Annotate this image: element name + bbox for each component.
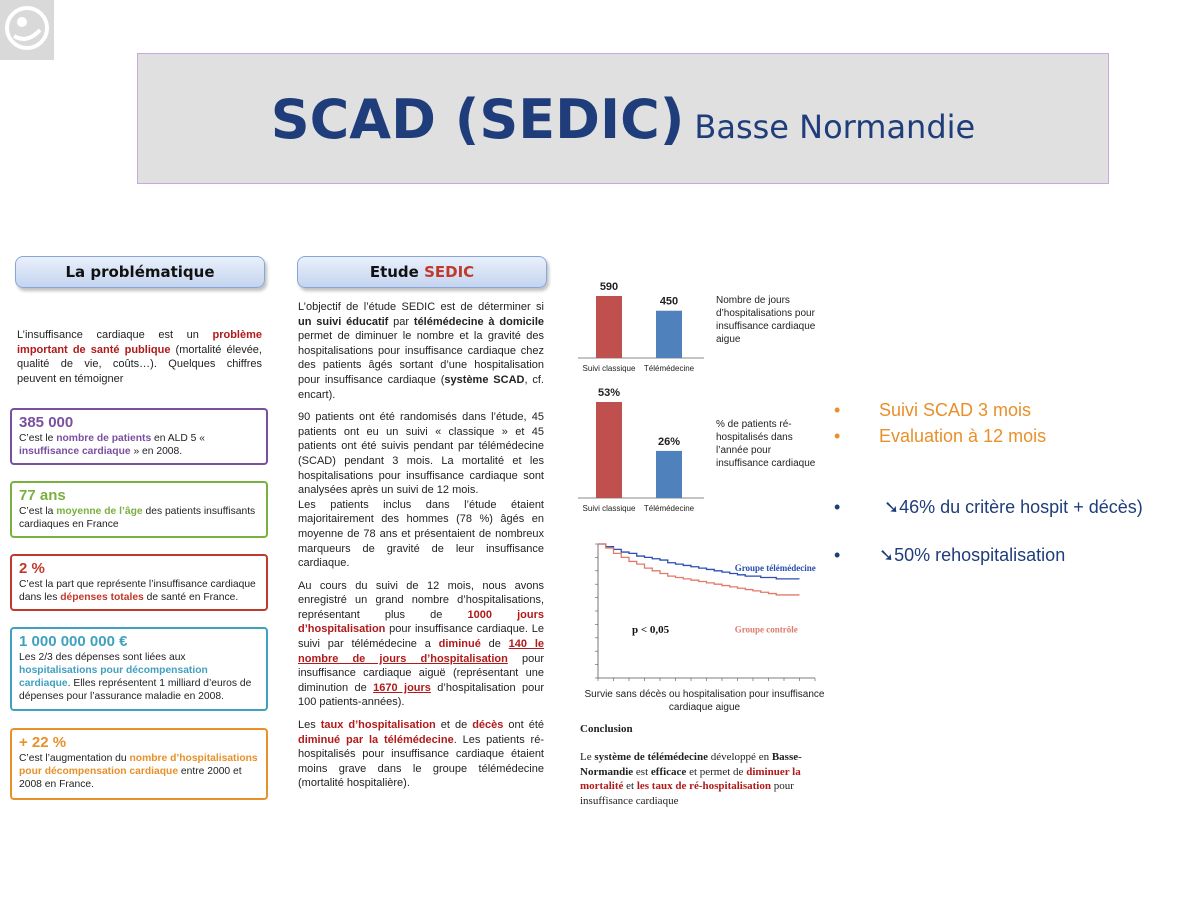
bar-chart-hospital-days xyxy=(576,272,706,380)
p-value-annotation: p < 0,05 xyxy=(632,624,670,636)
bullet-dot-icon: • xyxy=(834,497,841,517)
page-title xyxy=(138,54,1108,193)
conclusion-heading: Conclusion xyxy=(580,723,633,735)
stat-value: 1 000 000 000 € xyxy=(19,633,128,650)
title-main: SCAD (SEDIC) xyxy=(270,88,685,151)
series-label: Groupe télémédecine xyxy=(734,562,816,573)
paragraph-method: 90 patients ont été randomisés dans l’étude, 45 patients ont eu un suivi « classique » et 45 patients ont été suivis pendant par télémédecine (SCAD) pendant 3 mois. La mortalité et les hospitalisations pour insuffisance cardiaque sont analysées après un suivi de 12 mois. xyxy=(298,411,544,497)
stat-box xyxy=(10,481,268,538)
category-label: Télémédecine xyxy=(643,364,695,373)
bullet-dot-icon: • xyxy=(834,426,841,446)
problematique-header: La problématique xyxy=(15,256,265,288)
bar-value-label: 26% xyxy=(657,435,681,448)
stat-box xyxy=(10,728,268,800)
stat-description: C’est le nombre de patients en ALD 5 « insuffisance cardiaque » en 2008. xyxy=(19,433,205,457)
stat-value: + 22 % xyxy=(19,734,67,751)
bar-value-label: 53% xyxy=(597,387,621,399)
stat-description: Les 2/3 des dépenses sont liées aux hospitalisations pour décompensation cardiaque. Elles représentent 1 milliard d’euros de dépenses pour l’assurance maladie en 2008. xyxy=(19,652,252,702)
bar-chart-hospital-days-caption: Nombre de jours d’hospitalisations pour insuffisance cardiaque aigue xyxy=(716,295,816,345)
stat-description: C’est la moyenne de l’âge des patients insuffisants cardiaques en France xyxy=(19,506,256,530)
bar xyxy=(656,451,682,498)
bullet-rehospitalisation: • ➘50% rehospitalisation xyxy=(834,545,1066,565)
stat-value: 385 000 xyxy=(19,414,74,431)
bar-value-label: 450 xyxy=(659,295,679,308)
paragraph-results: Au cours du suivi de 12 mois, nous avons enregistré un grand nombre d’hospitalisations, représentant plus de 1000 jours d’hospitalisation pour insuffisance cardiaque. Le suivi par télémédecine a diminué de 140 le nombre de jours d’hospitalisation pour insuffisance cardiaque aiguë (représentant une diminution de 1670 jours d’hospitalisation pour 100 patients-années). xyxy=(298,579,544,709)
paragraph-population: Les patients inclus dans l’étude étaient majoritairement des hommes (78 %) âgés en moyenne de 78 ans et présentaient de nombreux marqueurs de gravité de leur insuffisance cardiaque. xyxy=(298,498,544,570)
stat-value: 2 % xyxy=(19,560,45,577)
conclusion-block xyxy=(580,722,820,808)
problematique-intro: L’insuffisance cardiaque est un problème important de santé publique (mortalité élevée, qualité de vie, coûts…). Quelques chiffres peuvent en témoigner xyxy=(17,329,262,385)
stat-box xyxy=(10,627,268,711)
bullet-suivi: • Suivi SCAD 3 mois xyxy=(834,400,1032,420)
bar-chart-rehospitalisation-caption: % de patients ré-hospitalisés dans l’année pour insuffisance cardiaque xyxy=(716,419,816,469)
paragraph-rates: Les taux d’hospitalisation et de décès ont été diminué par la télémédecine. Les patients ré-hospitalisés pour insuffisance cardiaque étaient moins grave dans le groupe télémédecine (mortalité hospitalière). xyxy=(298,719,544,790)
bullet-critere: • ➘46% du critère hospit + décès) xyxy=(834,497,1143,517)
bar xyxy=(596,402,622,498)
bar xyxy=(596,296,622,358)
survival-line xyxy=(598,544,800,579)
series-label: Groupe contrôle xyxy=(734,624,798,635)
conclusion-text: Le système de télémédecine développé en Basse-Normandie est efficace et permet de diminuer la mortalité et les taux de ré-hospitalisation pour insuffisance cardiaque xyxy=(580,751,802,807)
bar-chart-rehospitalisation xyxy=(576,382,706,518)
bar xyxy=(656,311,682,358)
etude-sedic-header: Etude SEDIC xyxy=(297,256,547,288)
arrow-down-right-icon: ➘ xyxy=(884,497,900,517)
bullet-dot-icon: • xyxy=(834,545,841,565)
stat-box xyxy=(10,408,268,465)
stat-description: C’est la part que représente l’insuffisance cardiaque dans les dépenses totales de santé en France. xyxy=(19,579,256,603)
survival-curve-caption: Survie sans décès ou hospitalisation pour insuffisance cardiaque aigue xyxy=(584,689,825,713)
bullet-evaluation: • Evaluation à 12 mois xyxy=(834,426,1047,446)
title-banner xyxy=(137,53,1109,184)
title-sub: Basse Normandie xyxy=(694,108,976,146)
etude-sedic-text xyxy=(298,300,544,799)
survival-curve-chart xyxy=(590,540,820,688)
stat-value: 77 ans xyxy=(19,487,66,504)
category-label: Suivi classique xyxy=(582,504,636,513)
category-label: Suivi classique xyxy=(582,364,636,373)
bar-value-label: 590 xyxy=(599,281,619,293)
logo xyxy=(0,0,54,60)
stat-box xyxy=(10,554,268,611)
summary-bullets xyxy=(834,400,1174,580)
paragraph-objective: L’objectif de l’étude SEDIC est de déterminer si un suivi éducatif par télémédecine à domicile permet de diminuer le nombre et la gravité des hospitalisations pour insuffisance cardiaque chez des patients âgés sortant d’une hospitalisation pour insuffisance cardiaque (système SCAD, cf. encart). xyxy=(298,301,545,401)
category-label: Télémédecine xyxy=(643,504,695,513)
arrow-down-right-icon: ➘ xyxy=(879,545,895,565)
bullet-dot-icon: • xyxy=(834,400,841,420)
stat-description: C’est l’augmentation du nombre d’hospitalisations pour décompensation cardiaque entre 2000 et 2008 en France. xyxy=(19,753,258,790)
